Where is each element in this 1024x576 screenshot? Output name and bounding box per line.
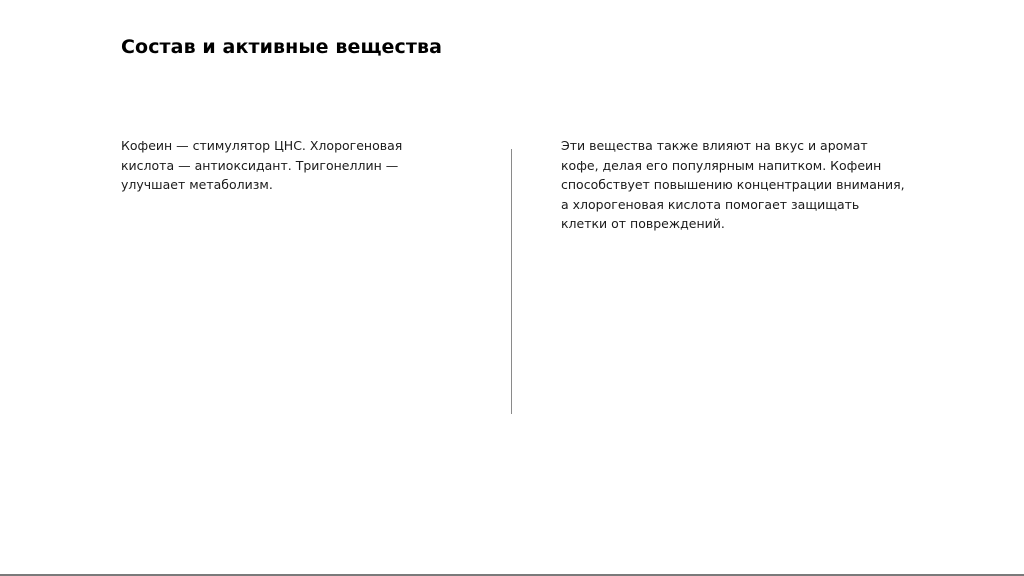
- left-column-text: Кофеин — стимулятор ЦНС. Хлорогеновая кислота — антиоксидант. Тригонеллин — улучшает метаболизм.: [121, 138, 403, 192]
- column-divider: [511, 149, 512, 414]
- right-column-text: Эти вещества также влияют на вкус и аромат кофе, делая его популярным напитком. Кофеин способствует повышению концентрации внимания, а хлорогеновая кислота помогает защищать клетки от повреждений.: [561, 138, 905, 231]
- slide-title: Состав и активные вещества: [121, 36, 443, 58]
